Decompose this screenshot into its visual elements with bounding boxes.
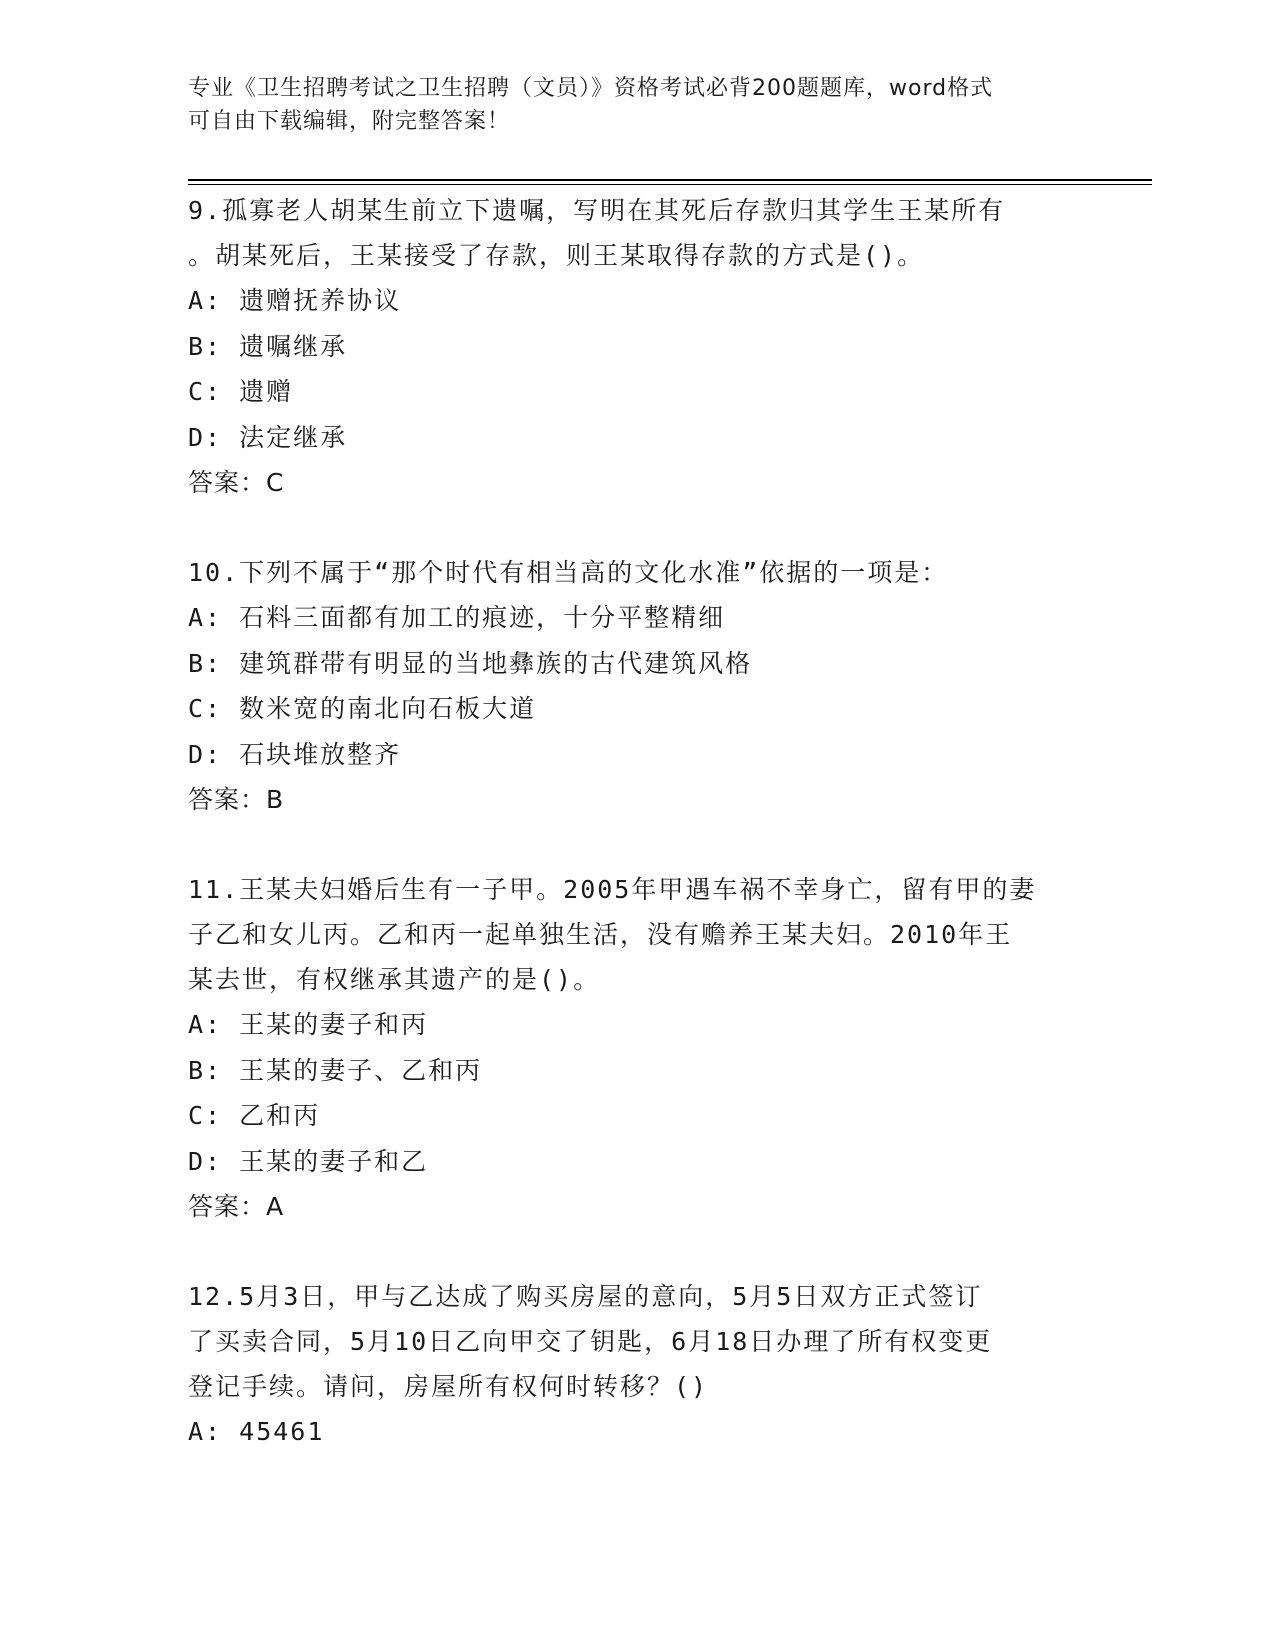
option-b: B: 建筑群带有明显的当地彝族的古代建筑风格 [188, 648, 753, 678]
question-spacer [188, 823, 1088, 867]
question-text [188, 1274, 1088, 1409]
question-spacer [188, 506, 1088, 550]
option-a: A: 45461 [188, 1417, 325, 1446]
option-b: B: 遗嘱继承 [188, 331, 348, 361]
option-c: C: 数米宽的南北向石板大道 [188, 694, 537, 723]
header-divider-thick [188, 179, 1152, 181]
header-line-2: 可自由下载编辑，附完整答案！ [188, 109, 511, 134]
question-line: 11.王某夫妇婚后生有一子甲。2005年甲遇车祸不幸身亡，留有甲的妻 [188, 875, 1037, 904]
question-spacer [188, 1230, 1088, 1274]
option-a: A: 遗赠抚养协议 [188, 286, 402, 315]
question-12 [188, 1274, 1088, 1455]
question-9 [188, 188, 1088, 506]
document-header [188, 72, 1088, 138]
question-line: 10.下列不属于“那个时代有相当高的文化水准”依据的一项是： [188, 558, 949, 587]
question-list [188, 188, 1088, 1455]
answer-label: 答案：A [188, 1192, 285, 1221]
question-line: 某去世，有权继承其遗产的是()。 [188, 965, 601, 994]
option-a: A: 王某的妻子和丙 [188, 1010, 429, 1039]
question-text [188, 188, 1088, 278]
answer-label: 答案：B [188, 785, 285, 814]
question-line: 12.5月3日，甲与乙达成了购买房屋的意向，5月5日双方正式签订 [188, 1282, 983, 1311]
option-b: B: 王某的妻子、乙和丙 [188, 1055, 483, 1085]
header-divider-thin [188, 184, 1152, 185]
question-line: 9.孤寡老人胡某生前立下遗嘱，写明在其死后存款归其学生王某所有 [188, 196, 1006, 225]
question-line: 。胡某死后，王某接受了存款，则王某取得存款的方式是()。 [188, 241, 925, 270]
question-line: 了买卖合同，5月10日乙向甲交了钥匙，6月18日办理了所有权变更 [188, 1327, 993, 1356]
option-d: D: 法定继承 [188, 422, 348, 452]
question-10 [188, 550, 1088, 823]
question-line: 子乙和女儿丙。乙和丙一起单独生活，没有赡养王某夫妇。2010年王 [188, 920, 1013, 949]
header-line-1: 专业《卫生招聘考试之卫生招聘（文员）》资格考试必背200题题库，word格式 [188, 76, 994, 101]
option-a: A: 石料三面都有加工的痕迹，十分平整精细 [188, 603, 726, 632]
option-c: C: 乙和丙 [188, 1101, 321, 1130]
question-text [188, 550, 1088, 595]
option-d: D: 王某的妻子和乙 [188, 1146, 429, 1176]
question-text [188, 867, 1088, 1002]
answer-label: 答案：C [188, 468, 285, 497]
question-line: 登记手续。请问，房屋所有权何时转移？() [188, 1372, 709, 1401]
question-11 [188, 867, 1088, 1230]
option-c: C: 遗赠 [188, 377, 294, 406]
option-d: D: 石块堆放整齐 [188, 739, 402, 769]
